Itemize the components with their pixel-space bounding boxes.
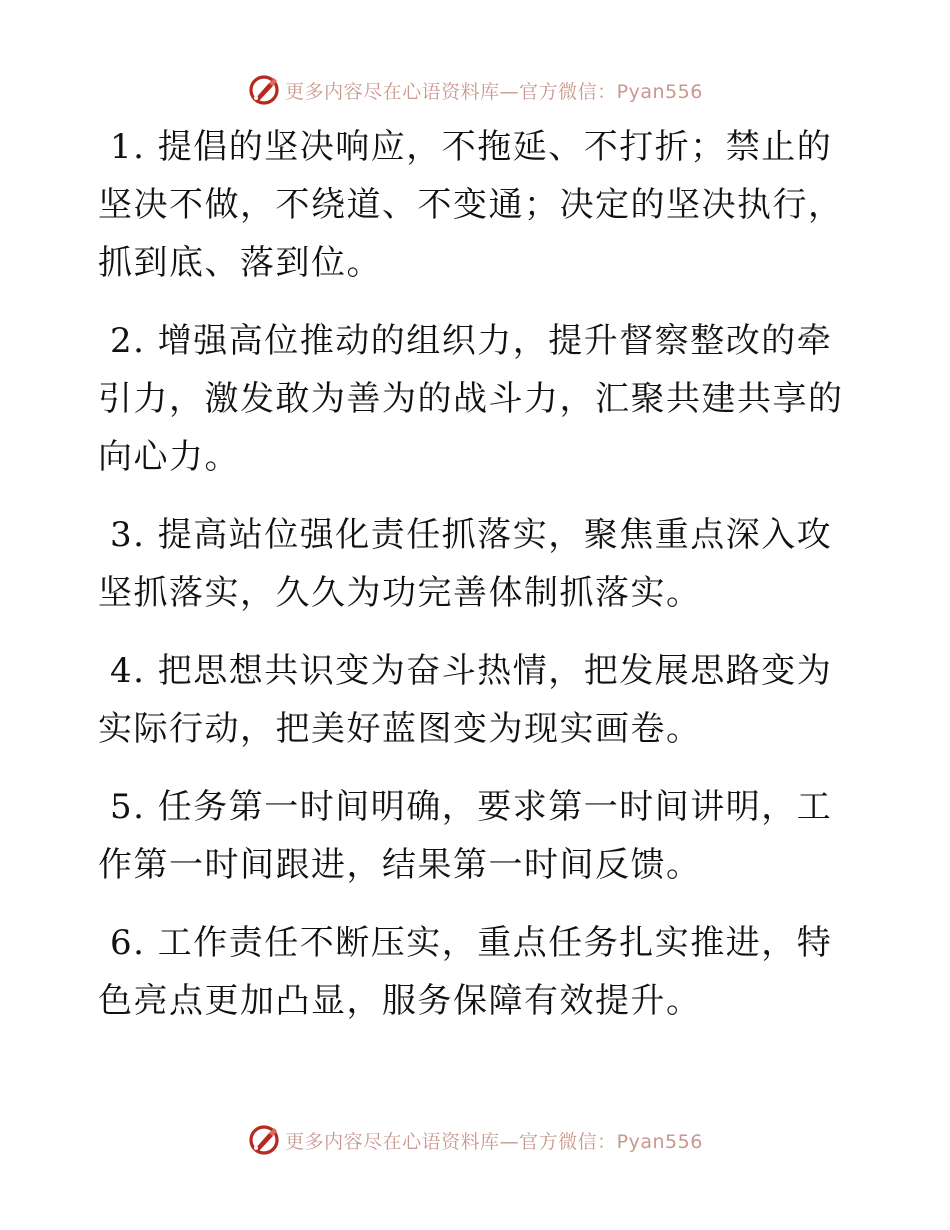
pen-logo-icon bbox=[247, 73, 281, 107]
header-banner bbox=[0, 70, 950, 110]
footer-banner-text: 更多内容尽在心语资料库—官方微信：Pyan556 bbox=[285, 1130, 703, 1153]
footer-banner bbox=[0, 1120, 950, 1160]
pen-logo-icon bbox=[247, 1123, 281, 1157]
list-item-3: 3. 提高站位强化责任抓落实，聚焦重点深入攻坚抓落实，久久为功完善体制抓落实。 bbox=[98, 515, 833, 613]
list-item-1: 1. 提倡的坚决响应，不拖延、不打折；禁止的坚决不做，不绕道、不变通；决定的坚决执行，抓到底、落到位。 bbox=[98, 127, 844, 283]
list-item-4: 4. 把思想共识变为奋斗热情，把发展思路变为实际行动，把美好蓝图变为现实画卷。 bbox=[98, 651, 833, 749]
document-body bbox=[98, 118, 858, 1050]
list-item-2: 2. 增强高位推动的组织力，提升督察整改的牵引力，激发敢为善为的战斗力，汇聚共建共享的向心力。 bbox=[98, 321, 844, 477]
list-item-6: 6. 工作责任不断压实，重点任务扎实推进，特色亮点更加凸显，服务保障有效提升。 bbox=[98, 923, 833, 1021]
list-item-5: 5. 任务第一时间明确，要求第一时间讲明，工作第一时间跟进，结果第一时间反馈。 bbox=[98, 787, 833, 885]
header-banner-text: 更多内容尽在心语资料库—官方微信：Pyan556 bbox=[285, 80, 703, 103]
